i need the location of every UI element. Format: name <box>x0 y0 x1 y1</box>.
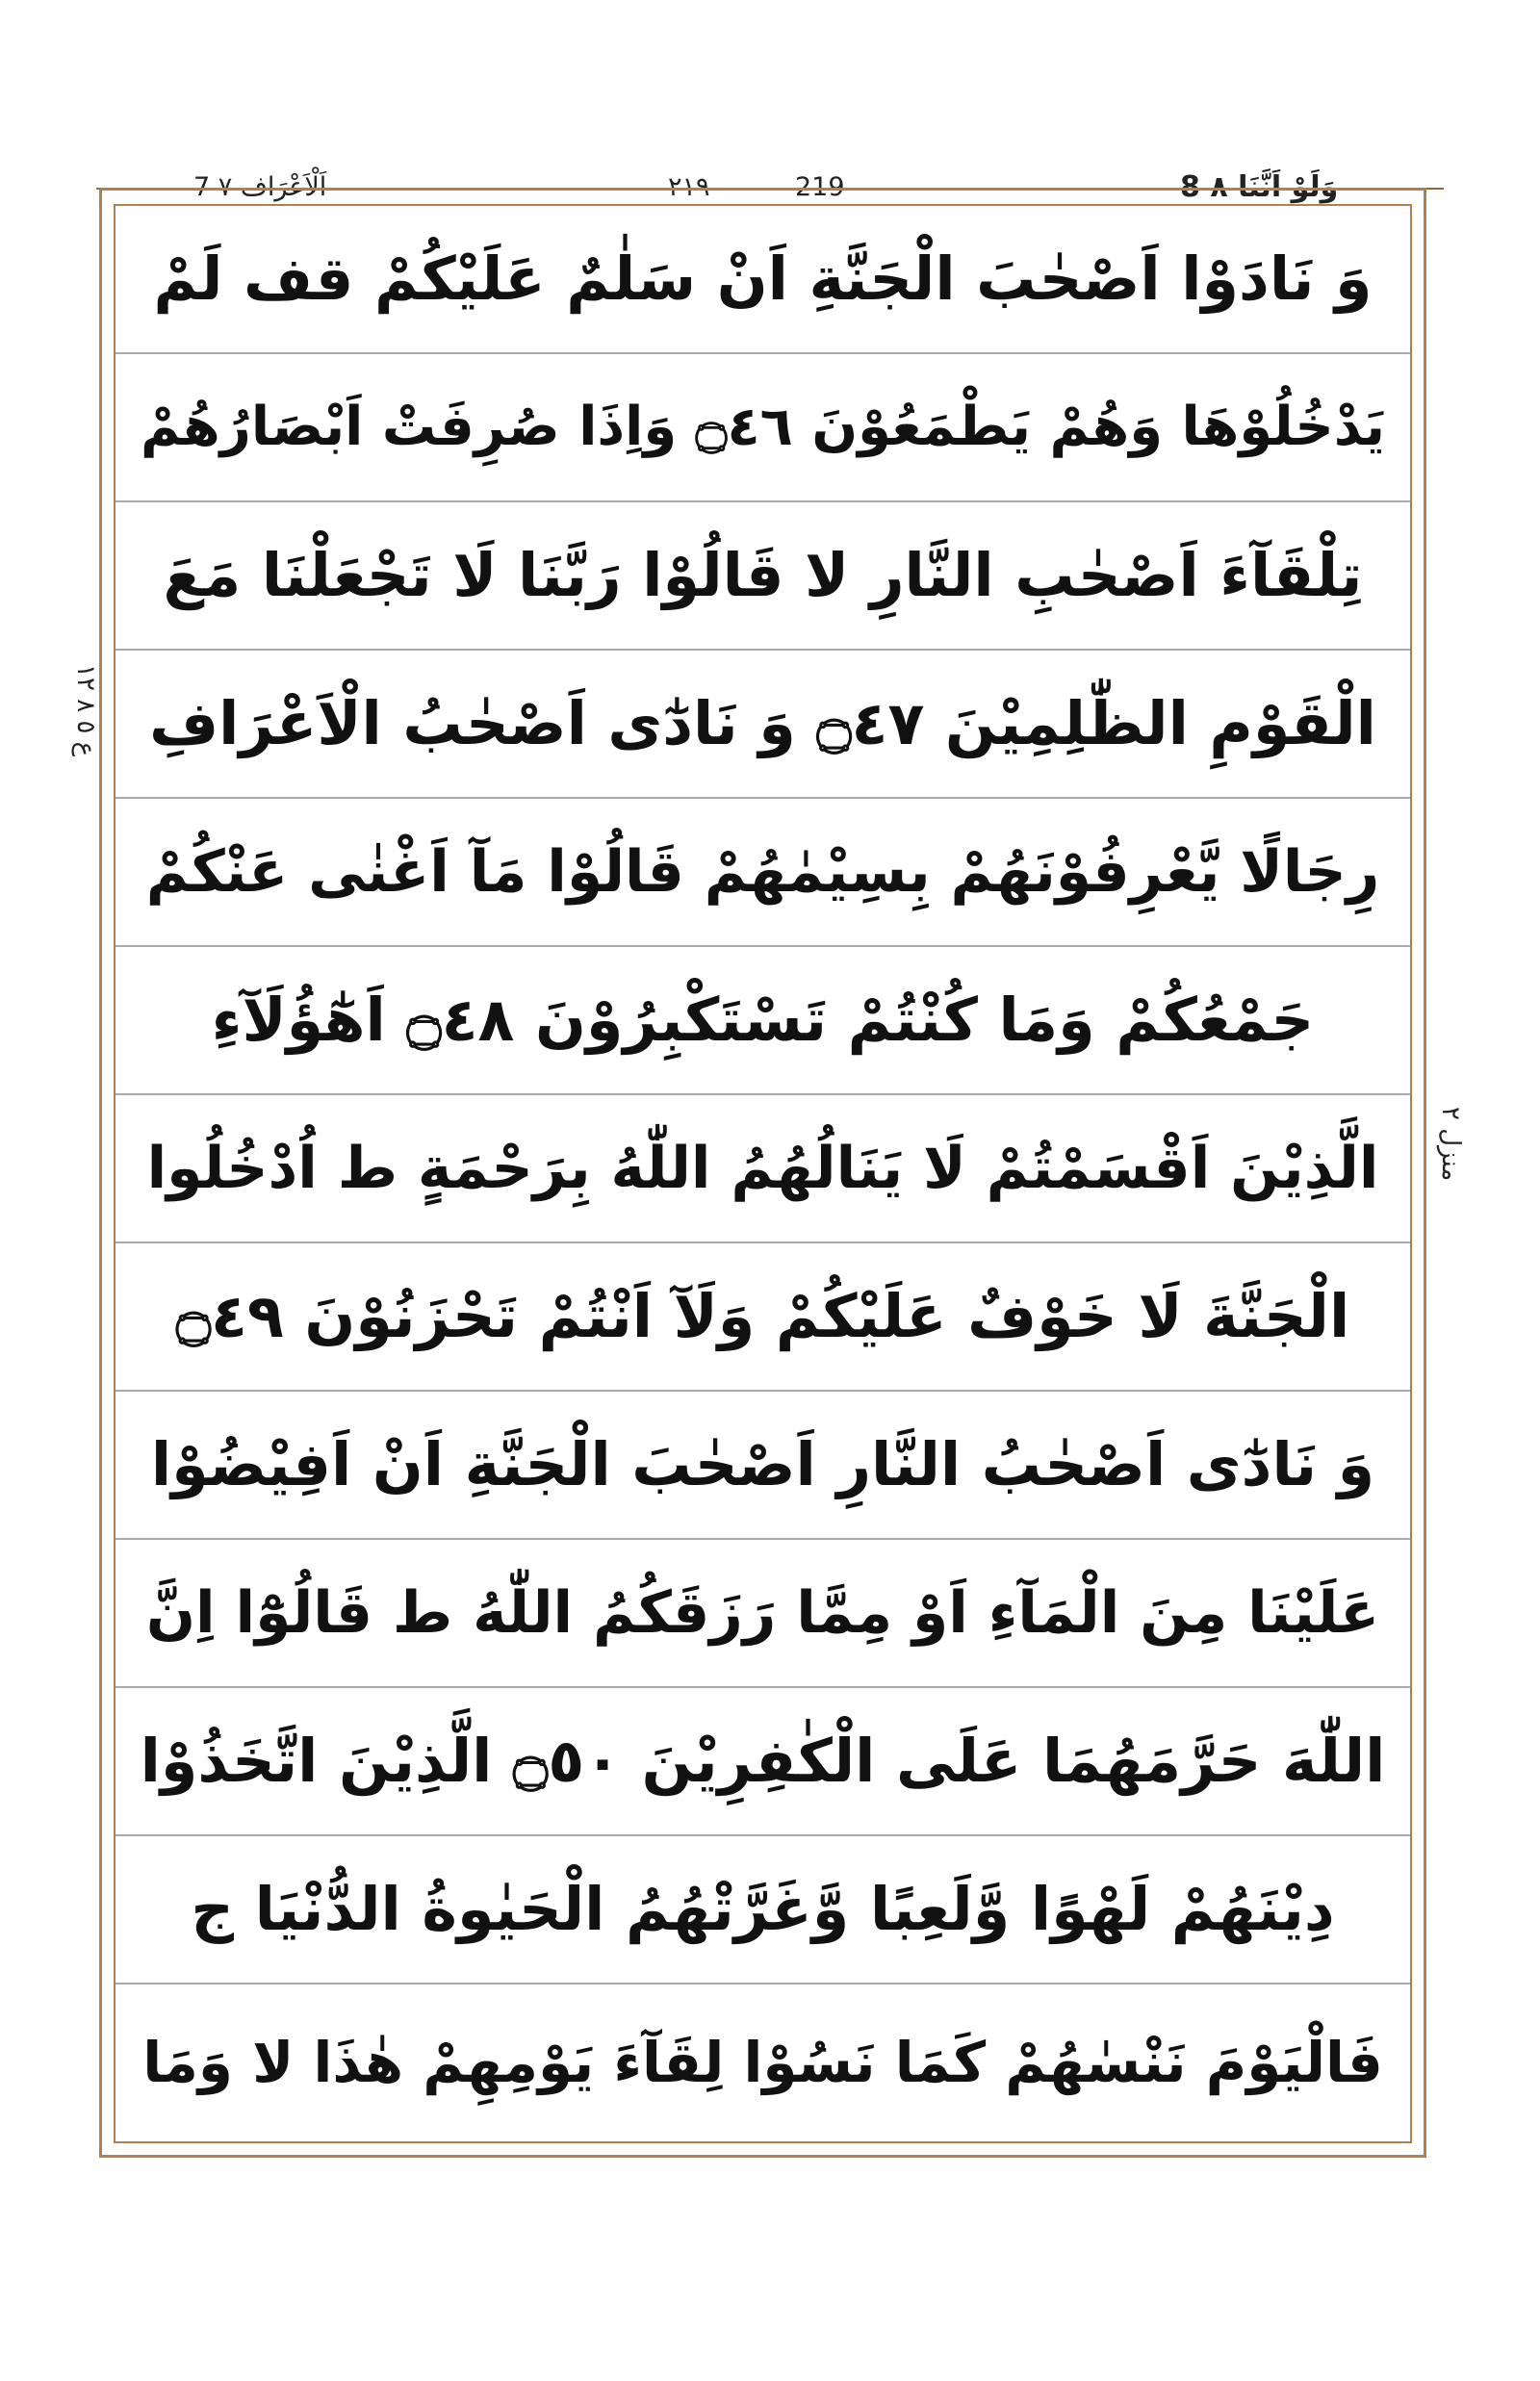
verse-line <box>116 1984 1410 2141</box>
verse-line <box>116 502 1410 651</box>
surah-name: 7 اَلْاَعْرَاف ٧ <box>188 168 332 207</box>
verse-text: الْقَوْمِ الظّٰلِمِيْنَ ۝٤٧ وَ نَادٰٓى اَصْحٰبُ الْاَعْرَافِ <box>149 687 1376 758</box>
juz-name: 8 وَلَوْ اَنَّنَا ٨ <box>1174 168 1344 207</box>
verse-line <box>116 1095 1410 1243</box>
verse-line <box>116 799 1410 947</box>
verse-text: عَلَيْنَا مِنَ الْمَآءِ اَوْ مِمَّا رَزَقَكُمُ اللّٰهُ ط قَالُوْٓا اِنَّ <box>145 1579 1380 1647</box>
verse-line <box>116 206 1410 354</box>
verse-text: رِجَالًا يَّعْرِفُوْنَهُمْ بِسِيْمٰهُمْ قَالُوْا مَآ اَغْنٰى عَنْكُمْ <box>145 838 1380 906</box>
verse-text: فَالْيَوْمَ نَنْسٰهُمْ كَمَا نَسُوْا لِقَآءَ يَوْمِهِمْ هٰذَا لا وَمَا <box>142 2029 1383 2095</box>
ruku-marker: ع ٥ ٨ ١٢ <box>71 664 100 757</box>
verse-line <box>116 947 1410 1095</box>
verse-line <box>116 1688 1410 1836</box>
verse-line <box>116 1243 1410 1392</box>
verse-line <box>116 651 1410 799</box>
verse-text: وَ نَادَوْا اَصْحٰبَ الْجَنَّةِ اَنْ سَلٰمٌ عَلَيْكُمْ قف لَمْ <box>153 243 1373 314</box>
verse-text: جَمْعُكُمْ وَمَا كُنْتُمْ تَسْتَكْبِرُوْنَ ۝٤٨ اَهٰٓؤُلَآءِ <box>211 984 1315 1055</box>
manzil-marker: منزل ٢ <box>1436 1107 1465 1182</box>
verse-line <box>116 1392 1410 1540</box>
verse-text: وَ نَادٰٓى اَصْحٰبُ النَّارِ اَصْحٰبَ الْجَنَّةِ اَنْ اَفِيْضُوْا <box>150 1428 1375 1499</box>
verse-text: تِلْقَآءَ اَصْحٰبِ النَّارِ لا قَالُوْا رَبَّنَا لَا تَجْعَلْنَا مَعَ <box>163 539 1363 610</box>
verse-text: اللّٰهَ حَرَّمَهُمَا عَلَى الْكٰفِرِيْنَ ۝٥٠ الَّذِيْنَ اتَّخَذُوْا <box>140 1725 1386 1796</box>
verse-text: يَدْخُلُوْهَا وَهُمْ يَطْمَعُوْنَ ۝٤٦ وَاِذَا صُرِفَتْ اَبْصَارُهُمْ <box>140 396 1386 459</box>
verse-line <box>116 1540 1410 1688</box>
verse-text: الْجَنَّةَ لَا خَوْفٌ عَلَيْكُمْ وَلَآ اَنْتُمْ تَحْزَنُوْنَ ۝٤٩ <box>175 1280 1350 1351</box>
verse-line <box>116 354 1410 502</box>
page-number-arabic: ٢١٩ <box>662 168 716 207</box>
verse-text: دِيْنَهُمْ لَهْوًا وَّلَعِبًا وَّغَرَّتْهُمُ الْحَيٰوةُ الدُّنْيَا ج <box>191 1873 1335 1944</box>
verse-line <box>116 1836 1410 1984</box>
verse-text: الَّذِيْنَ اَقْسَمْتُمْ لَا يَنَالُهُمُ اللّٰهُ بِرَحْمَةٍ ط اُدْخُلُوا <box>146 1135 1379 1202</box>
page-number: 219 <box>789 168 851 207</box>
